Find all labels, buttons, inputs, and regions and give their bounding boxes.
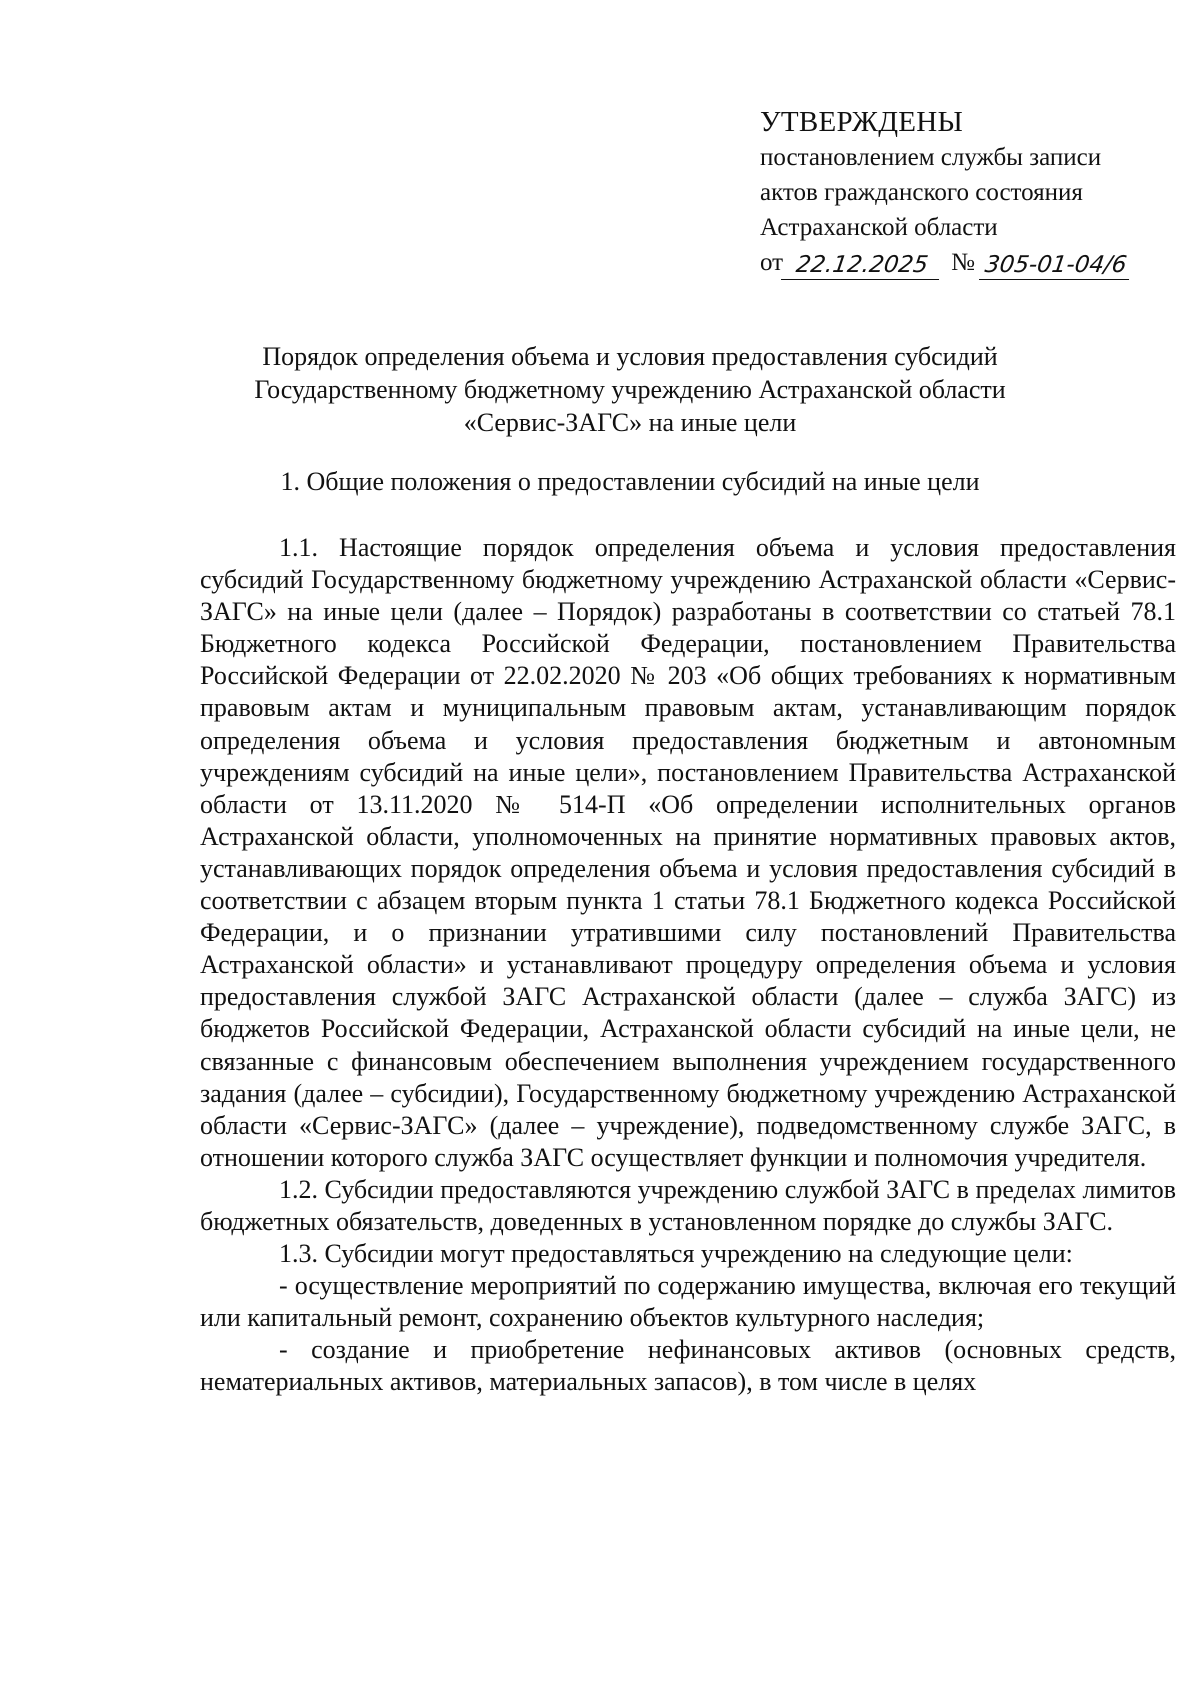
bullet-item: - создание и приобретение нефинансовых активов (основных средств, нематериальных активов, материальных запасов), в том числе в целях [200,1335,1176,1397]
approval-title: УТВЕРЖДЕНЫ [760,106,964,138]
document-title-line: Государственному бюджетному учреждению Астраханской области [254,375,1006,404]
paragraph-1-1: 1.1. Настоящие порядок определения объема и условия предоставления субсидий Государственному бюджетному учреждению Астраханской области «Сервис-ЗАГС» на иные цели (далее – Порядок) разработаны в соответствии со статьей 78.1 Бюджетного кодекса Российской Федерации, постановлением Правительства Российской Федерации от 22.02.2020 № 203 «Об общих требованиях к нормативным правовым актам и муниципальным правовым актам, устанавливающим порядок определения объема и условия предоставления бюджетным и автономным учреждениям субсидий на иные цели», постановлением Правительства Астраханской области от 13.11.2020 № 514-П «Об определении исполнительных органов Астраханской области, уполномоченных на принятие нормативных правовых актов, устанавливающих порядок определения объема и условия предоставления субсидий в соответствии с абзацем вторым пункта 1 статьи 78.1 Бюджетного кодекса Российской Федерации, и о признании утратившими силу постановлений Правительства Астраханской области» и устанавливают процедуру определения объема и условия предоставления службой ЗАГС Астраханской области (далее – служба ЗАГС) из бюджетов Российской Федерации, Астраханской области субсидий на иные цели, не связанные с финансовым обеспечением выполнения учреждением государственного задания (далее – субсидии), Государственному бюджетному учреждению Астраханской области «Сервис-ЗАГС» (далее – учреждение), подведомственному службе ЗАГС, в отношении которого служба ЗАГС осуществляет функции и полномочия учредителя. [200,533,1176,1172]
section-heading: 1. Общие положения о предоставлении субсидий на иные цели [280,467,980,496]
approval-line: Астраханской области [760,214,998,241]
number-prefix: № [951,249,975,276]
document-title [200,340,1060,439]
date-prefix: от [760,249,784,276]
bullet-item: - осуществление мероприятий по содержанию имущества, включая его текущий или капитальный ремонт, сохранению объектов культурного наследия; [200,1271,1176,1333]
document-title-line: «Сервис-ЗАГС» на иные цели [463,408,797,437]
handwritten-date: 22.12.2025 [781,251,943,280]
approval-date-number [760,245,1180,280]
approval-line: постановлением службы записи [760,144,1102,171]
approval-stamp [760,104,1180,280]
paragraph-1-2: 1.2. Субсидии предоставляются учреждению службой ЗАГС в пределах лимитов бюджетных обязательств, доведенных в установленном порядке до службы ЗАГС. [200,1174,1176,1236]
handwritten-number: 305-01-04/6 [979,251,1133,280]
approval-line: актов гражданского состояния [760,179,1083,206]
document-title-line: Порядок определения объема и условия предоставления субсидий [262,342,998,371]
document-body [200,532,1176,1399]
paragraph-1-3: 1.3. Субсидии могут предоставляться учреждению на следующие цели: [279,1239,1073,1269]
